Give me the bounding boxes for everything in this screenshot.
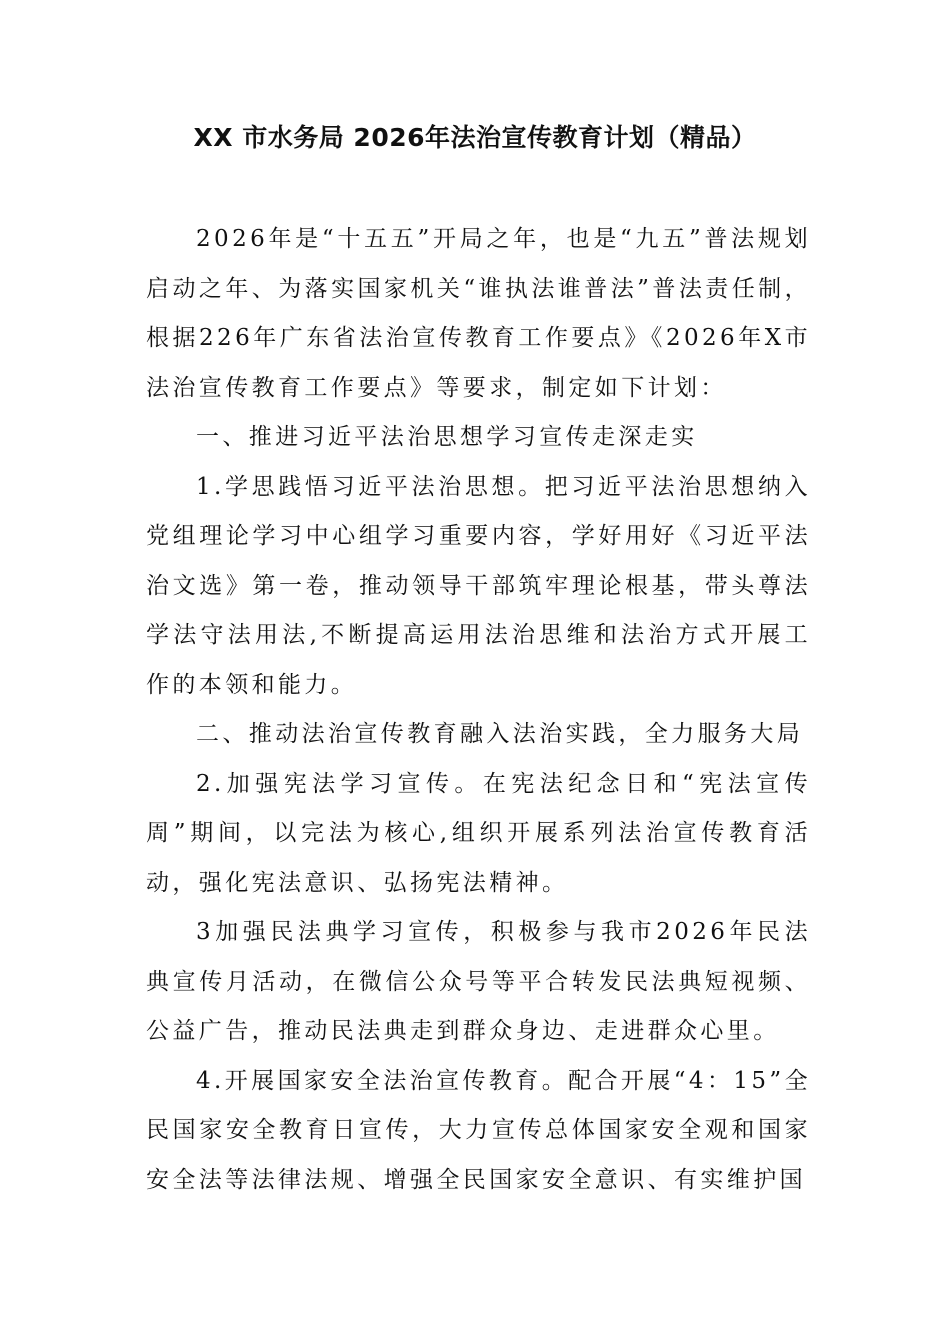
paragraph-item-4: 4.开展国家安全法治宣传教育。配合开展“4：15”全民国家安全教育日宣传，大力宣传总体国家安全观和国家安全法等法律法规、增强全民国家安全意识、有实维护国 [146,1067,811,1193]
document-title: XX 市水务局 2026年法治宣传教育计划（精品） [193,123,757,152]
paragraph-item-3: 3加强民法典学习宣传，积极参与我市2026年民法典宣传月活动，在微信公众号等平合转发民法典短视频、公益广告，推动民法典走到群众身边、走进群众心里。 [146,919,811,1044]
paragraph-intro: 2026年是“十五五”开局之年，也是“九五”普法规划启动之年、为落实国家机关“谁执法谁普法”普法责任制，根据226年广东省法治宣传教育工作要点》《2026年X市法治宣传教育工作要点》等要求，制定如下计划： [146,226,811,401]
paragraph-item-1: 1.学思践悟习近平法治思想。把习近平法治思想纳入党组理论学习中心组学习重要内容，学好用好《习近平法治文选》第一卷，推动领导干部筑牢理论根基，带头尊法学法守法用法,不断提高运用法治思维和法治方式开展工作的本领和能力。 [146,473,811,698]
paragraph-item-2: 2.加强宪法学习宣传。在宪法纪念日和“宪法宣传周”期间，以完法为核心,组织开展系列法治宣传教育活动，强化宪法意识、弘扬宪法精神。 [146,770,811,896]
heading-section-1: 一、推进习近平法治思想学习宣传走深走实 [196,424,698,450]
heading-section-2: 二、推动法治宣传教育融入法治实践，全力服务大局 [196,721,804,747]
document-body [146,215,811,1205]
